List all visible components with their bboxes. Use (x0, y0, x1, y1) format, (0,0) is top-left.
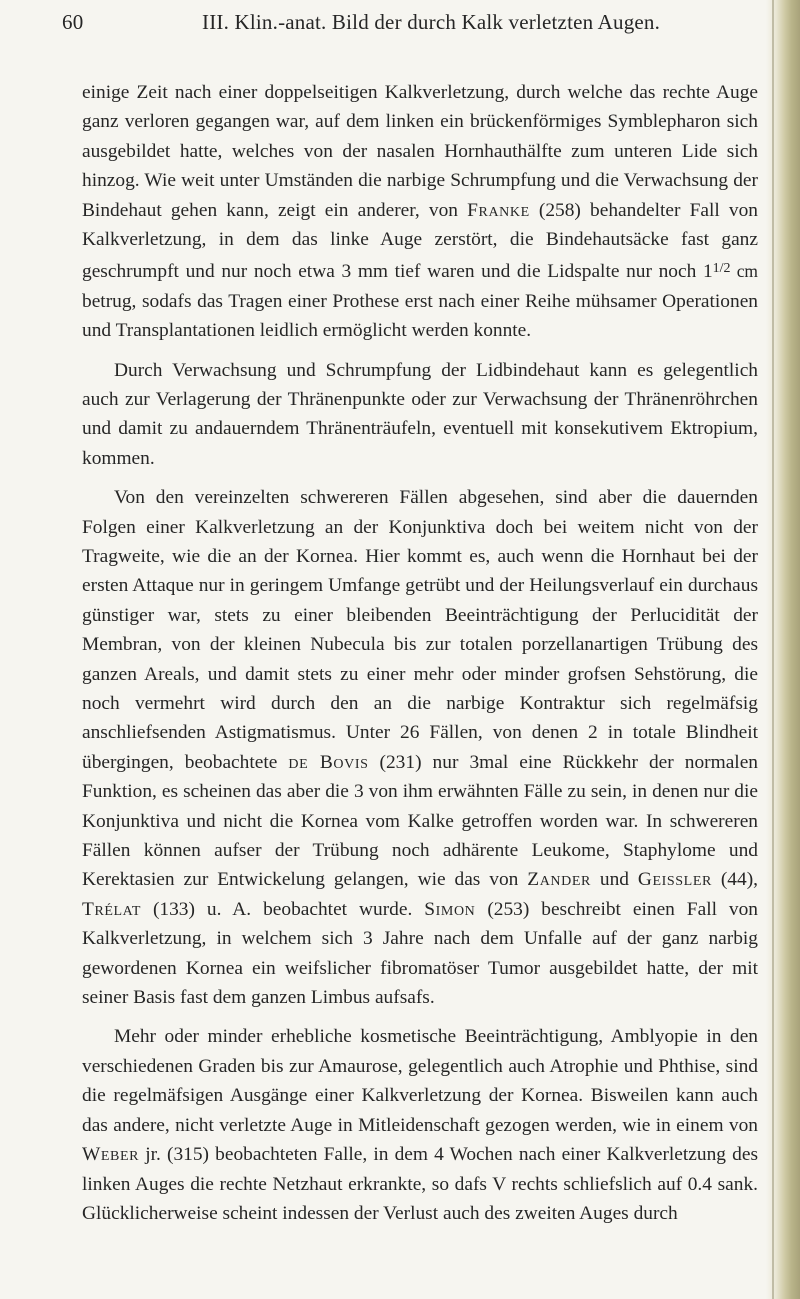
author-name-simon: Simon (424, 898, 476, 920)
paragraph-4-text-b: jr. (315) beobachteten Falle, in dem 4 Wochen nach einer Kalkverletzung des linken Auges die rechte Netzhaut erkrankte, so dafs V rechts schliefslich auf 0.4 sank. Glücklicherweise scheint indessen der Verlust auch des zweiten Auges durch (82, 1144, 758, 1224)
paragraph-1 (82, 78, 758, 346)
paragraph-1-text-b: (258) behandelter Fall von Kalkverletzung, in dem das linke Auge zerstört, die Bindehautsäcke fast ganz geschrumpft und nur noch etwa 3 mm tief waren und die Lidspalte nur noch 1 (82, 199, 758, 283)
paragraph-1-text-c: betrug, sodafs das Tragen einer Prothese erst nach einer Reihe mühsamer Operationen und Transplantationen leidlich ermöglicht werden konnte. (82, 290, 758, 342)
page-edge-line (772, 0, 774, 1299)
paragraph-3-text-d: (44), (711, 869, 758, 891)
author-name-franke: Franke (467, 199, 530, 221)
author-name-zander: Zander (527, 869, 591, 891)
paragraph-3-text-c: und (590, 869, 638, 891)
paragraph-3-text-e: (133) u. A. beobachtet wurde. (141, 898, 425, 920)
body-text (82, 78, 758, 1238)
author-name-trelat: Trélat (82, 898, 141, 920)
running-head: III. Klin.-anat. Bild der durch Kalk verletzten Augen. (202, 10, 661, 34)
paragraph-3 (82, 483, 758, 1012)
fraction-one-half: 1/2 (712, 261, 731, 277)
page-number: 60 (62, 10, 84, 34)
paragraph-1-text-a: einige Zeit nach einer doppelseitigen Kalkverletzung, durch welche das rechte Auge ganz verloren gegangen war, auf dem linken ein brückenförmiges Symblepharon sich ausgebildet hatte, welches von der nasalen Hornhauthälfte zum unteren Lide sich hinzog. Wie weit unter Umständen die narbige Schrumpfung und die Verwachsung der Bindehaut gehen kann, zeigt ein anderer, von (82, 82, 758, 221)
page-header (62, 8, 762, 42)
unit-cm: cm (730, 261, 758, 282)
paragraph-3-text-f: (253) beschreibt einen Fall von Kalkverletzung, in welchem sich 3 Jahre nach dem Unfalle auf der ganz narbig gewordenen Kornea ein weifslicher fibromatöser Tumor ausgebildet hatte, der mit seiner Basis fast dem ganzen Limbus aufsafs. (82, 898, 758, 1009)
author-name-de-bovis: de Bovis (288, 751, 369, 773)
paragraph-3-text-b: (231) nur 3mal eine Rückkehr der normalen Funktion, es scheinen das aber die 3 von ihm erwähnten Fälle zu sein, in denen nur die Konjunktiva und nicht die Kornea vom Kalke getroffen worden war. In schwereren Fällen können aufser der Trübung noch adhärente Leukome, Staphylome und Kerektasien zur Entwickelung gelangen, wie das von (82, 751, 758, 891)
paragraph-2: Durch Verwachsung und Schrumpfung der Lidbindehaut kann es gelegentlich auch zur Verlagerung der Thränenpunkte oder zur Verwachsung der Thränenröhrchen und damit zu andauerndem Thränenträufeln, eventuell mit konsekutivem Ektropium, kommen. (82, 359, 758, 469)
paragraph-3-text-a: Von den vereinzelten schwereren Fällen abgesehen, sind aber die dauernden Folgen einer Kalkverletzung an der Konjunktiva doch bei weitem nicht von der Tragweite, wie die an der Kornea. Hier kommt es, auch wenn die Hornhaut bei der ersten Attaque nur in geringem Umfange getrübt und der Heilungsverlauf ein durchaus günstiger war, stets zu einer bleibenden Beeinträchtigung der Perlucidität der Membran, von der kleinen Nubecula bis zur totalen porzellanartigen Trübung des ganzen Areals, und damit stets zu einer mehr oder minder grofsen Sehstörung, die noch vermehrt wird durch den an die narbige Kontraktur sich regelmäfsig anschliefsenden Astigmatismus. Unter 26 Fällen, von denen 2 in totale Blindheit übergingen, beobachtete (82, 487, 758, 773)
author-name-geissler: Geissler (637, 869, 712, 891)
paragraph-4 (82, 1022, 758, 1228)
paragraph-4-text-a: Mehr oder minder erhebliche kosmetische Beeinträchtigung, Amblyopie in den verschiedenen Graden bis zur Amaurose, gelegentlich auch Atrophie und Phthise, sind die regelmäfsigen Ausgänge einer Kalkverletzung der Kornea. Bisweilen kann auch das andere, nicht verletzte Auge in Mitleidenschaft gezogen werden, wie in einem von (82, 1026, 758, 1136)
author-name-weber: Weber (82, 1144, 140, 1166)
